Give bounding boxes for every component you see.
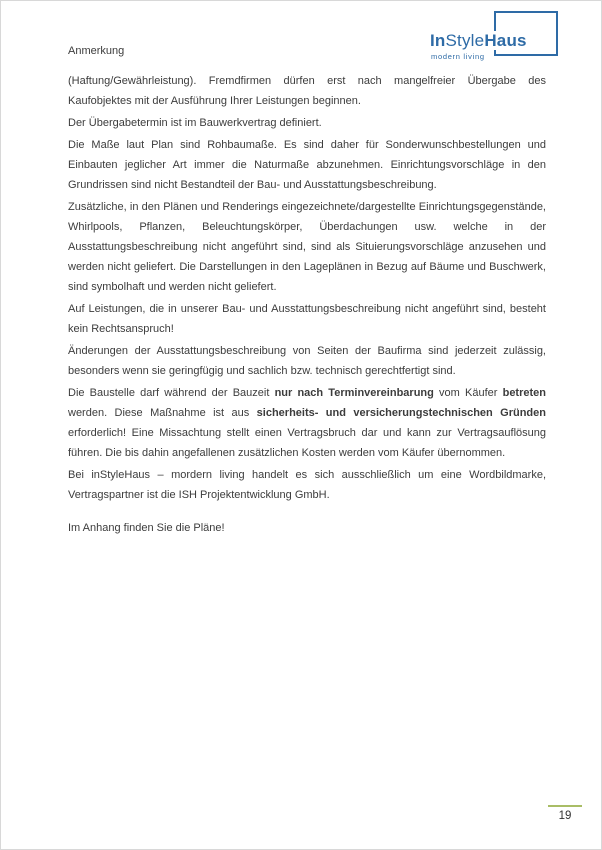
text-segment: Die Baustelle darf während der Bauzeit — [68, 387, 275, 399]
paragraph — [68, 71, 546, 111]
paragraph — [68, 518, 546, 538]
document-heading: Anmerkung — [68, 45, 125, 57]
text-segment: Bei inStyleHaus – mordern living handelt es sich ausschließlich um eine Wordbildmarke, Vertragspartner ist die ISH Projektentwicklung GmbH. — [68, 469, 546, 501]
bold-text-segment: sicherheits- und versicherungstechnischen Gründen — [256, 407, 546, 419]
logo-wordmark-in: In — [430, 31, 446, 50]
text-segment: Auf Leistungen, die in unserer Bau- und Ausstattungsbeschreibung nicht angeführt sind, besteht kein Rechtsanspruch! — [68, 303, 546, 335]
text-segment: Im Anhang finden Sie die Pläne! — [68, 522, 225, 534]
bold-text-segment: nur nach Terminvereinbarung — [274, 387, 434, 399]
paragraph — [68, 465, 546, 505]
paragraph — [68, 341, 546, 381]
bold-text-segment: betreten — [502, 387, 546, 399]
text-segment: Änderungen der Ausstattungsbeschreibung von Seiten der Baufirma sind jederzeit zulässig, besonders wenn sie geringfügig und sachlich bzw. technisch gerechtfertigt sind. — [68, 345, 546, 377]
paragraph — [68, 135, 546, 195]
paragraph-list — [68, 71, 546, 538]
paragraph — [68, 299, 546, 339]
text-segment: (Haftung/Gewährleistung). Fremdfirmen dürfen erst nach mangelfreier Übergabe des Kaufobjektes mit der Ausführung Ihrer Leistungen beginnen. — [68, 75, 546, 107]
paragraph — [68, 383, 546, 463]
text-segment: erforderlich! Eine Missachtung stellt einen Vertragsbruch dar und kann zur Vertragsauflösung führen. Die bis dahin angefallenen zusätzlichen Kosten werden vom Käufer übernommen. — [68, 427, 546, 459]
logo-wordmark-haus: Haus — [484, 31, 527, 50]
paragraph — [68, 197, 546, 297]
logo-wordmark-style: Style — [445, 31, 485, 50]
page-number: 19 — [558, 810, 572, 822]
text-segment: Der Übergabetermin ist im Bauwerkvertrag definiert. — [68, 117, 322, 129]
footer-divider-line — [548, 805, 582, 807]
text-segment: Zusätzliche, in den Plänen und Renderings eingezeichnete/dargestellte Einrichtungsgegenstände, Whirlpools, Pflanzen, Beleuchtungskörper, Überdachungen usw. welche in der Ausstattungsbeschreibung nicht angeführt sind, sind als Situierungsvorschläge anzusehen und werden nicht geliefert. Die Darstellungen in den Lageplänen in Bezug auf Bäume und Buschwerk, sind symbolhaft und werden nicht geliefert. — [68, 201, 546, 293]
text-segment: werden. Diese Maßnahme ist aus — [68, 407, 257, 419]
document-body — [68, 41, 546, 540]
paragraph — [68, 113, 546, 133]
text-segment: Die Maße laut Plan sind Rohbaumaße. Es sind daher für Sonderwunschbestellungen und Einbauten jeglicher Art immer die Naturmaße abzunehmen. Einrichtungsvorschläge in den Grundrissen sind nicht Bestandteil der Bau- und Ausstattungsbeschreibung. — [68, 139, 546, 191]
text-segment: vom Käufer — [433, 387, 503, 399]
logo-tagline: modern living — [431, 52, 485, 61]
